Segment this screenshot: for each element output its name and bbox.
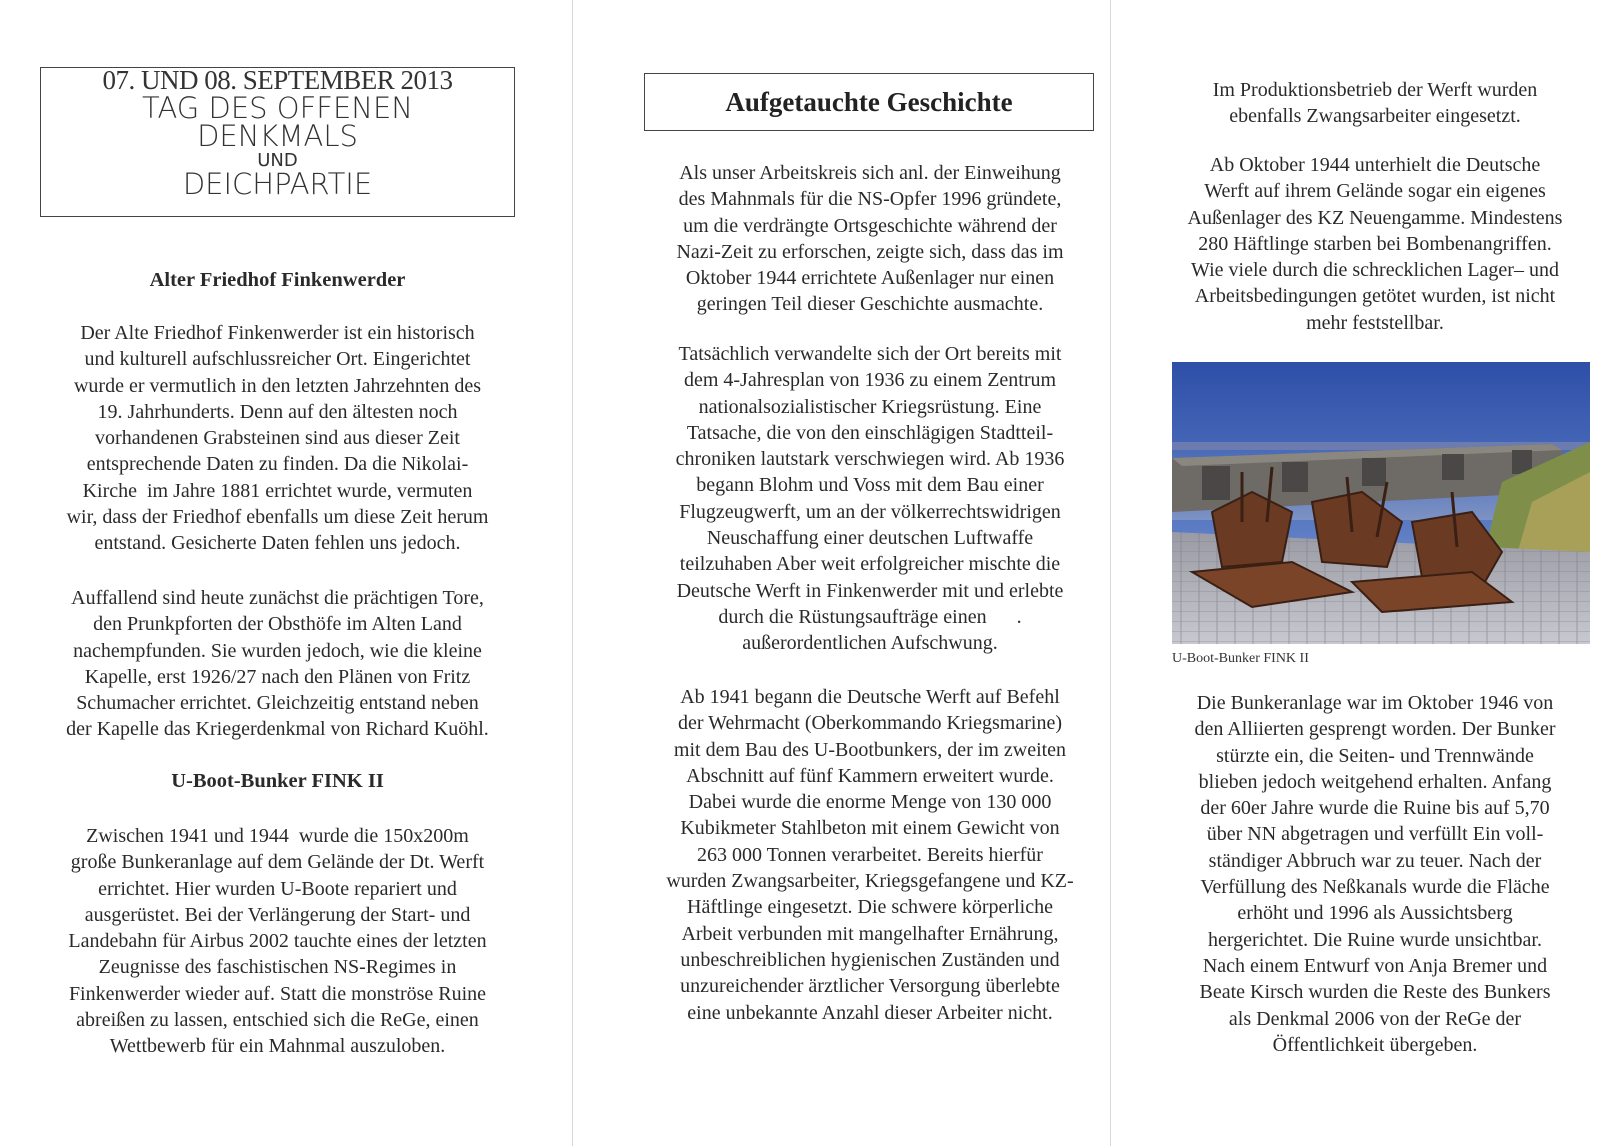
event-title-line3: DEICHPARTIE: [182, 167, 373, 201]
text-line: Landebahn für Airbus 2002 tauchte eines der letzten: [68, 930, 487, 953]
text-line: Wettbewerb für ein Mahnmal auszuloben.: [109, 1035, 446, 1058]
text-line: teilzuhaben Aber weit erfolgreicher mischte die: [679, 553, 1061, 576]
text-line: Werft auf ihrem Gelände sogar ein eigenes: [1204, 180, 1546, 203]
text-line: ständiger Abbruch war zu teuer. Nach der: [1208, 849, 1542, 872]
text-line: Arbeitsbedingungen getötet wurden, ist nicht: [1194, 285, 1556, 308]
friedhof-paragraph-2: [30, 585, 525, 743]
text-line: abreißen zu lassen, entschied sich die ReGe, einen: [76, 1009, 479, 1032]
text-line: wurde er vermutlich in den letzten Jahrzehnten des: [73, 374, 482, 397]
text-line: erhöht und 1996 als Aussichtsberg: [1237, 902, 1513, 925]
fold-line-left: [572, 0, 573, 1146]
text-line: Ab Oktober 1944 unterhielt die Deutsche: [1209, 154, 1541, 176]
text-line: der Kapelle das Kriegerdenkmal von Richard Kuöhl.: [66, 718, 489, 741]
text-line: der 60er Jahre wurde die Ruine bis auf 5,70: [1200, 797, 1550, 820]
text-line: Finkenwerder wieder auf. Statt die monströse Ruine: [68, 982, 487, 1005]
text-line: Verfüllung des Neßkanals wurde die Fläche: [1200, 876, 1550, 899]
text-line: Abschnitt auf fünf Kammern erweitert wurde.: [686, 764, 1054, 787]
text-line: nachempfunden. Sie wurden jedoch, wie die kleine: [73, 639, 482, 662]
text-line: Deutsche Werft in Finkenwerder mit und erlebte: [676, 579, 1064, 602]
text-line: Die Bunkeranlage war im Oktober 1946 von: [1196, 692, 1554, 714]
text-line: wir, dass der Friedhof ebenfalls um diese Zeit herum: [66, 506, 489, 529]
text-line: unbeschreiblichen hygienischen Zuständen und: [680, 948, 1060, 971]
text-line: entsprechende Daten zu finden. Da die Nikolai-: [86, 453, 469, 476]
text-line: Nach einem Entwurf von Anja Bremer und: [1202, 954, 1548, 977]
text-line: und kulturell aufschlussreicher Ort. Eingerichtet: [84, 348, 471, 371]
text-line: Der Alte Friedhof Finkenwerder ist ein historisch: [80, 322, 475, 344]
text-line: als Denkmal 2006 von der ReGe der: [1228, 1007, 1522, 1030]
text-line: 19. Jahrhunderts. Denn auf den ältesten noch: [97, 400, 458, 423]
event-title-und: UND: [257, 150, 298, 171]
text-line: geringen Teil dieser Geschichte ausmachte.: [696, 293, 1044, 316]
text-line: blieben jedoch weitgehend erhalten. Anfang: [1198, 770, 1552, 793]
text-line: eine unbekannte Anzahl dieser Arbeiter nicht.: [687, 1001, 1053, 1024]
camp-paragraph: [1160, 152, 1590, 336]
text-line: chroniken lautstark verschwiegen wird. Ab 1936: [675, 448, 1065, 471]
fold-line-right: [1110, 0, 1111, 1146]
text-line: Außenlager des KZ Neuengamme. Mindestens: [1187, 206, 1563, 229]
text-line: Zeugnisse des faschistischen NS-Regimes in: [98, 956, 457, 979]
text-line: Nazi-Zeit zu erforschen, zeigte sich, dass das im: [676, 240, 1064, 263]
photo-caption: U-Boot-Bunker FINK II: [1172, 651, 1309, 666]
text-line: dem 4-Jahresplan von 1936 zu einem Zentrum: [683, 369, 1057, 392]
text-line: Kubikmeter Stahlbeton mit einem Gewicht von: [680, 817, 1060, 840]
text-line: durch die Rüstungsaufträge einen .: [718, 605, 1022, 628]
text-line: große Bunkeranlage auf dem Gelände der Dt. Werft: [70, 851, 485, 874]
text-line: Dabei wurde die enorme Menge von 130 000: [688, 791, 1052, 814]
section-heading-friedhof: Alter Friedhof Finkenwerder: [149, 269, 406, 291]
text-line: den Prunkpforten der Obsthöfe im Alten Land: [93, 613, 462, 636]
text-line: Öffentlichkeit übergeben.: [1272, 1033, 1478, 1056]
text-line: den Alliierten gesprengt worden. Der Bunker: [1194, 718, 1556, 741]
text-line: Als unser Arbeitskreis sich anl. der Einweihung: [679, 162, 1061, 184]
text-line: vorhandenen Grabsteinen sind aus dieser Zeit: [95, 427, 460, 450]
forced-labour-paragraph: [1160, 77, 1590, 130]
text-line: Auffallend sind heute zunächst die prächtigen Tore,: [71, 587, 484, 609]
event-title-line1: TAG DES OFFENEN: [142, 91, 413, 125]
text-line: Ab 1941 begann die Deutsche Werft auf Befehl: [680, 686, 1060, 708]
friedhof-paragraph-1: [30, 320, 525, 557]
history-paragraph-1: [640, 160, 1100, 318]
history-title: Aufgetauchte Geschichte: [725, 86, 1013, 117]
history-paragraph-2: [640, 341, 1100, 657]
text-line: begann Blohm und Voss mit dem Bau einer: [696, 474, 1044, 497]
text-line: Schumacher errichtet. Gleichzeitig entstand neben: [76, 692, 479, 715]
event-date: 07. UND 08. SEPTEMBER 2013: [102, 65, 453, 95]
bunker-history-paragraph: [1160, 690, 1590, 1058]
text-line: errichtet. Hier wurden U-Boote repariert und: [98, 877, 457, 900]
text-line: des Mahnmals für die NS-Opfer 1996 gründete,: [678, 188, 1062, 211]
text-line: Arbeit verbunden mit mangelhafter Ernährung,: [681, 922, 1059, 945]
text-line: Wie viele durch die schrecklichen Lager– und: [1191, 259, 1559, 282]
text-line: Häftlinge eingesetzt. Die schwere körperliche: [687, 896, 1053, 919]
text-line: Tatsache, die von den einschlägigen Stadtteil-: [686, 421, 1054, 444]
text-line: Beate Kirsch wurden die Reste des Bunkers: [1199, 981, 1551, 1004]
text-line: ebenfalls Zwangsarbeiter eingesetzt.: [1229, 105, 1521, 128]
text-line: ausgerüstet. Bei der Verlängerung der Start- und: [84, 903, 471, 926]
text-line: hergerichtet. Die Ruine wurde unsichtbar.: [1208, 928, 1542, 951]
history-paragraph-3: [640, 684, 1100, 1026]
text-line: über NN abgetragen und verfüllt Ein voll-: [1206, 823, 1544, 846]
event-title-box: [40, 67, 515, 217]
text-line: wurden Zwangsarbeiter, Kriegsgefangene und KZ-: [666, 870, 1074, 893]
text-line: Im Produktionsbetrieb der Werft wurden: [1212, 79, 1538, 101]
text-line: außerordentlichen Aufschwung.: [742, 632, 998, 655]
text-line: Flugzeugwerft, um an der völkerrechtswidrigen: [679, 500, 1061, 523]
text-line: entstand. Gesicherte Daten fehlen uns jedoch.: [94, 532, 461, 555]
text-line: stürzte ein, die Seiten- und Trennwände: [1216, 744, 1534, 767]
text-line: 280 Häftlinge starben bei Bombenangriffen.: [1198, 232, 1552, 255]
text-line: Kirche im Jahre 1881 errichtet wurde, vermuten: [82, 479, 473, 502]
text-line: Zwischen 1941 und 1944 wurde die 150x200m: [86, 825, 469, 847]
text-line: der Wehrmacht (Oberkommando Kriegsmarine): [678, 712, 1062, 735]
text-line: Tatsächlich verwandelte sich der Ort bereits mit: [678, 343, 1062, 365]
text-line: Kapelle, erst 1926/27 nach den Plänen von Fritz: [84, 665, 471, 688]
text-line: mit dem Bau des U-Bootbunkers, der im zweiten: [673, 738, 1067, 761]
history-title-box: [644, 73, 1094, 131]
text-line: Neuschaffung einer deutschen Luftwaffe: [706, 527, 1034, 550]
bunker-paragraph: [30, 823, 525, 1060]
text-line: Oktober 1944 errichtete Außenlager nur einen: [685, 267, 1055, 290]
text-line: mehr feststellbar.: [1306, 311, 1444, 334]
text-line: unzureichender ärztlicher Versorgung überlebte: [680, 975, 1060, 998]
text-line: 263 000 Tonnen verarbeitet. Bereits hierfür: [697, 843, 1043, 866]
text-line: um die verdrängte Ortsgeschichte während der: [683, 214, 1057, 237]
event-title-line2: DENKMALS: [197, 119, 358, 153]
bunker-photo: [1172, 362, 1590, 644]
text-line: nationalsozialistischer Kriegsrüstung. Eine: [698, 395, 1042, 418]
section-heading-bunker: U-Boot-Bunker FINK II: [171, 770, 384, 792]
